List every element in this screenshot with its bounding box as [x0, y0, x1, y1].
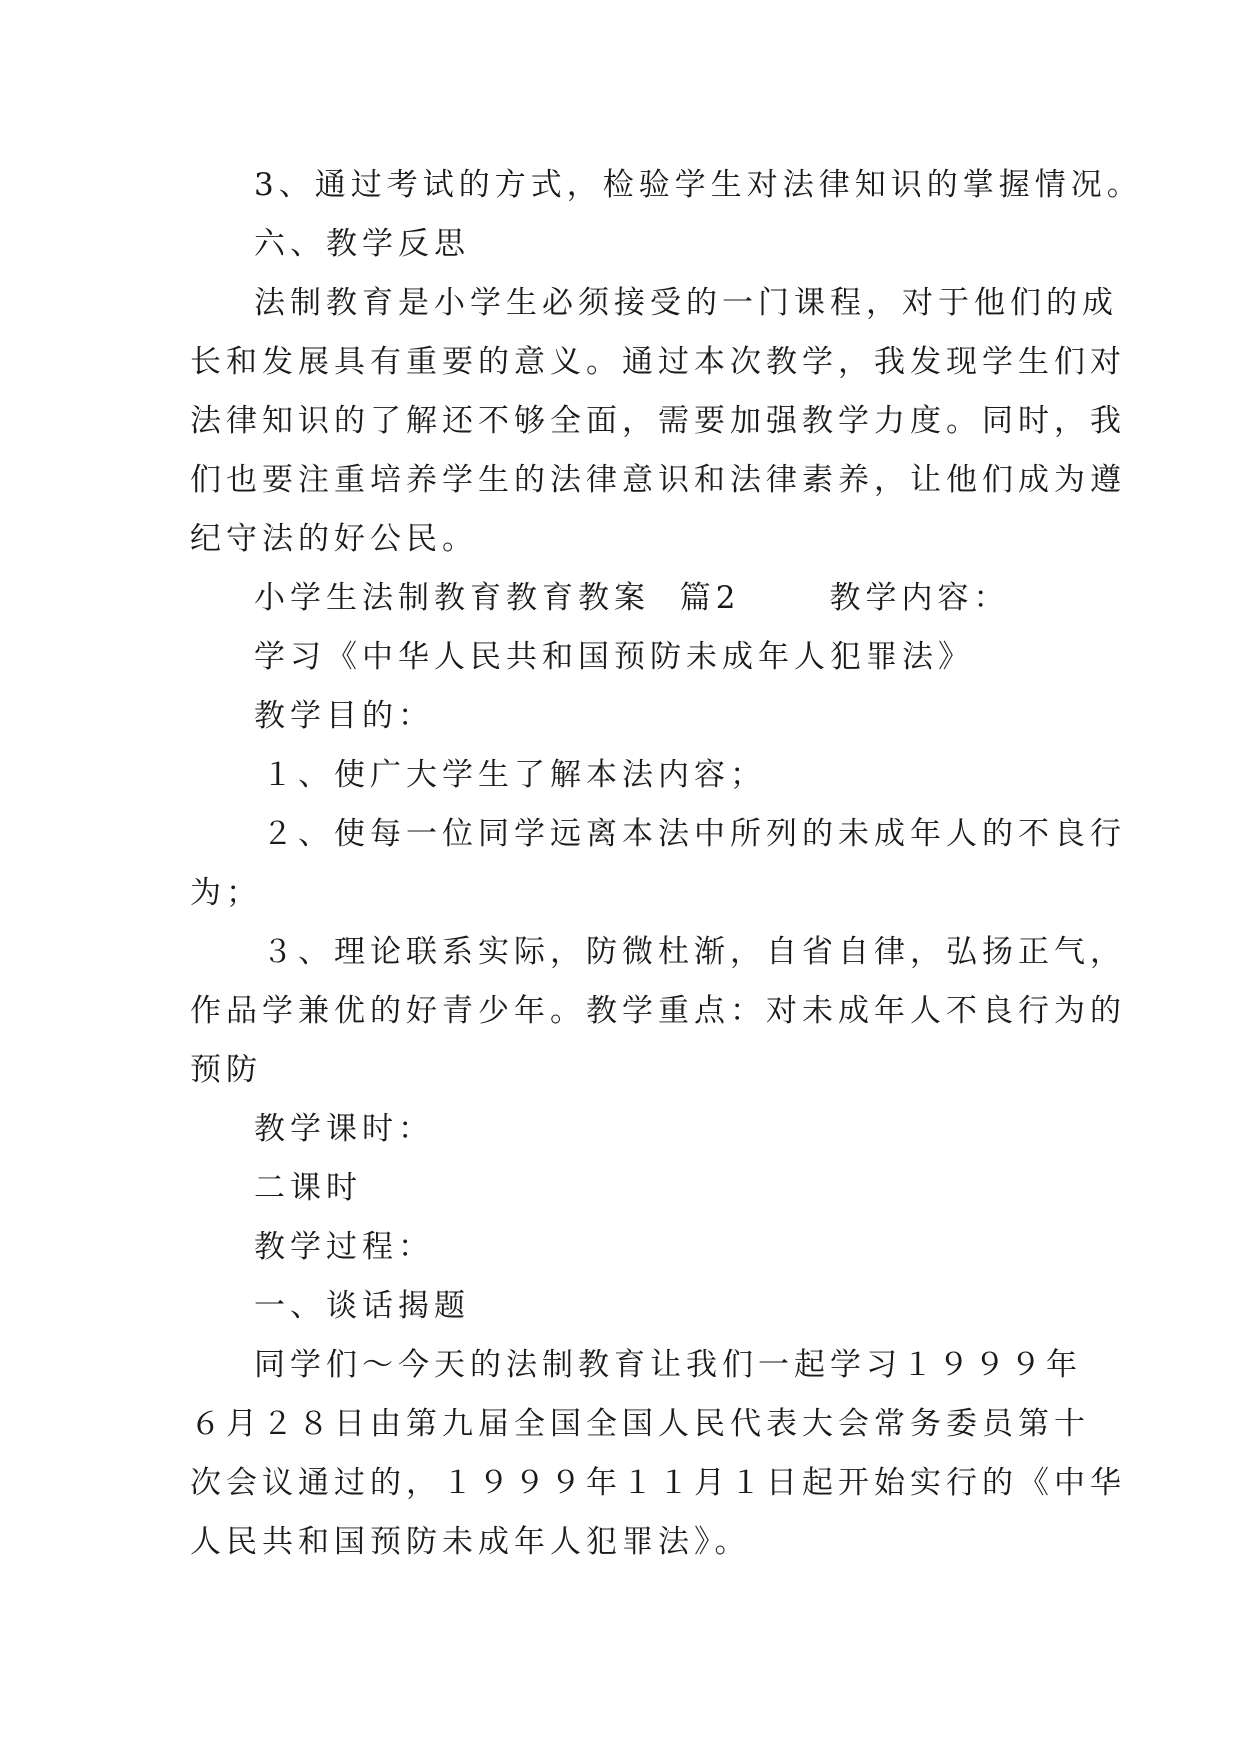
paragraph-line: 教学目的： [254, 698, 434, 734]
list-item: ２、使每一位同学远离本法中所列的未成年人的不良行 [262, 816, 1126, 852]
paragraph-line: 纪守法的好公民。 [190, 521, 478, 557]
paragraph-line: 学习《中华人民共和国预防未成年人犯罪法》 [254, 639, 974, 675]
paragraph-line: 二课时 [254, 1170, 362, 1206]
paragraph-line: 长和发展具有重要的意义。通过本次教学，我发现学生们对 [190, 344, 1126, 380]
paragraph-line: 教学课时： [254, 1111, 434, 1147]
section-heading: 六、教学反思 [254, 226, 470, 262]
paragraph-line: 教学过程： [254, 1229, 434, 1265]
list-item-continuation: 预防 [190, 1052, 262, 1088]
paragraph-line: ６月２８日由第九届全国全国人民代表大会常务委员第十 [190, 1406, 1090, 1442]
list-item: ３、理论联系实际，防微杜渐，自省自律，弘扬正气， [262, 934, 1126, 970]
paragraph-line: 3、通过考试的方式，检验学生对法律知识的掌握情况。 [254, 167, 1143, 203]
paragraph-line: 同学们～今天的法制教育让我们一起学习１９９９年 [254, 1347, 1082, 1383]
list-item-continuation: 作品学兼优的好青少年。教学重点：对未成年人不良行为的 [190, 993, 1126, 1029]
paragraph-line: 人民共和国预防未成年人犯罪法》。 [190, 1524, 751, 1560]
section-heading: 一、谈话揭题 [254, 1288, 470, 1324]
list-item-continuation: 为； [190, 875, 262, 911]
paragraph-line: 法制教育是小学生必须接受的一门课程，对于他们的成 [254, 285, 1118, 321]
list-item: １、使广大学生了解本法内容； [262, 757, 766, 793]
paragraph-line: 们也要注重培养学生的法律意识和法律素养，让他们成为遵 [190, 462, 1126, 498]
paragraph-line: 次会议通过的，１９９９年１１月１日起开始实行的《中华 [190, 1465, 1126, 1501]
paragraph-line: 法律知识的了解还不够全面，需要加强教学力度。同时，我 [190, 403, 1126, 439]
section-title: 小学生法制教育教育教案 篇2 教学内容： [254, 580, 1010, 616]
